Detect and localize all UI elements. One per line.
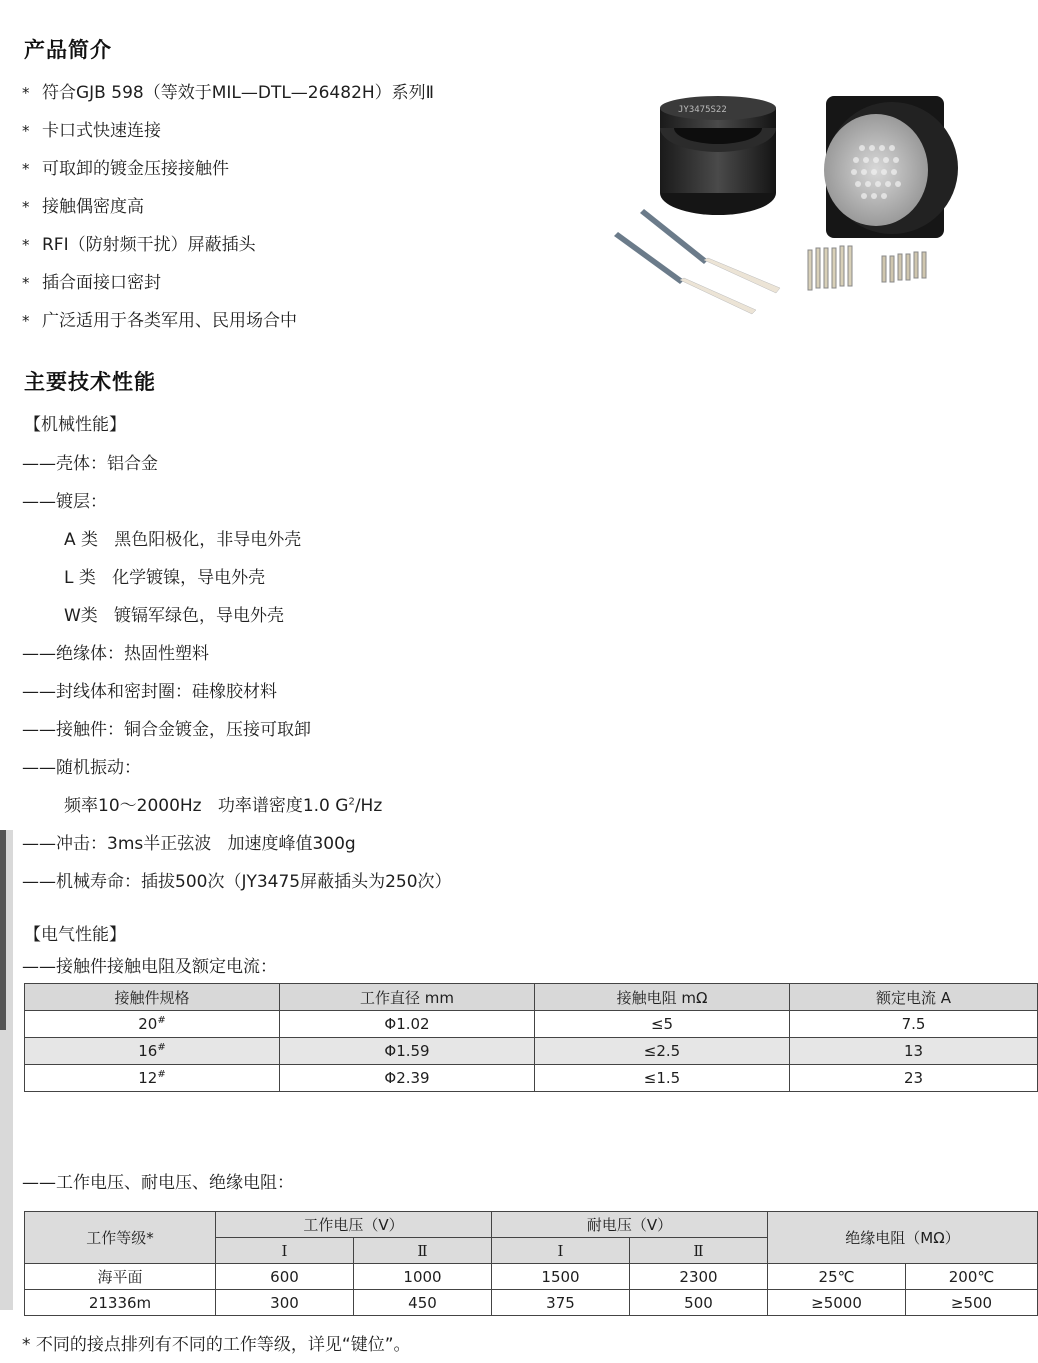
- header-cell: 工作等级*: [25, 1212, 216, 1264]
- intro-bullet: * 广泛适用于各类军用、民用场合中: [22, 311, 297, 331]
- receptacle-body: [824, 96, 958, 238]
- header-cell: 额定电流 A: [790, 984, 1038, 1011]
- table-cell: 25℃: [768, 1264, 906, 1290]
- header-cell: Ⅱ: [630, 1238, 768, 1264]
- table-header-row: [25, 984, 1038, 1011]
- table-row: [25, 1264, 1038, 1290]
- table-cell: 20#: [25, 1011, 280, 1038]
- header-cell: Ⅰ: [216, 1238, 354, 1264]
- header-cell: 耐电压（V）: [492, 1212, 768, 1238]
- table-row: [25, 1065, 1038, 1092]
- table-cell: 300: [216, 1290, 354, 1316]
- elec-heading: 【电气性能】: [24, 925, 126, 945]
- table-cell: 2300: [630, 1264, 768, 1290]
- product-photo: [600, 88, 1000, 328]
- table-cell: Φ2.39: [280, 1065, 535, 1092]
- table-row: [25, 1038, 1038, 1065]
- table-cell: ≤5: [535, 1011, 790, 1038]
- intro-bullet: * RFI（防射频干扰）屏蔽插头: [22, 235, 256, 255]
- header-cell: 工作直径 mm: [280, 984, 535, 1011]
- table-cell: Φ1.59: [280, 1038, 535, 1065]
- table-cell: ≤2.5: [535, 1038, 790, 1065]
- intro-bullet: * 卡口式快速连接: [22, 121, 161, 141]
- table-cell: 1500: [492, 1264, 630, 1290]
- intro-bullet: * 符合GJB 598（等效于MIL—DTL—26482H）系列Ⅱ: [22, 83, 435, 103]
- table-cell: ≥500: [906, 1290, 1038, 1316]
- specs-title: 主要技术性能: [24, 370, 156, 394]
- intro-bullet: * 接触偶密度高: [22, 197, 144, 217]
- contact-resistance-table: [24, 983, 1038, 1092]
- table-cell: 21336m: [25, 1290, 216, 1316]
- table-cell: 海平面: [25, 1264, 216, 1290]
- shock-line: ——冲击：3ms半正弦波 加速度峰值300g: [22, 834, 356, 854]
- intro-bullet: * 插合面接口密封: [22, 273, 161, 293]
- table-cell: 1000: [354, 1264, 492, 1290]
- plug-body: [660, 96, 776, 215]
- shell-line: ——壳体：铝合金: [22, 454, 158, 474]
- header-cell: Ⅰ: [492, 1238, 630, 1264]
- elec-sub-contact-resistance: ——接触件接触电阻及额定电流：: [22, 957, 277, 977]
- table-cell: 600: [216, 1264, 354, 1290]
- table-cell: 450: [354, 1290, 492, 1316]
- plating-a: A 类 黑色阳极化，非导电外壳: [64, 530, 302, 550]
- header-cell: 绝缘电阻（MΩ）: [768, 1212, 1038, 1264]
- table-cell: 200℃: [906, 1264, 1038, 1290]
- insertion-tools: [614, 209, 780, 314]
- insulator-line: ——绝缘体：热固性塑料: [22, 644, 209, 664]
- table-cell: Φ1.02: [280, 1011, 535, 1038]
- table-row: [25, 1011, 1038, 1038]
- vibration-line: ——随机振动：: [22, 758, 141, 778]
- header-cell: 工作电压（V）: [216, 1212, 492, 1238]
- side-tab: [0, 830, 13, 1310]
- table-cell: 7.5: [790, 1011, 1038, 1038]
- table-row: [25, 1290, 1038, 1316]
- footnote: * 不同的接点排列有不同的工作等级，详见“键位”。: [22, 1335, 411, 1355]
- contact-pins: [808, 246, 926, 290]
- plating-w: W类 镀镉军绿色，导电外壳: [64, 606, 285, 626]
- table-header-row: [25, 1212, 1038, 1238]
- table-cell: 16#: [25, 1038, 280, 1065]
- table-cell: 500: [630, 1290, 768, 1316]
- intro-bullet: * 可取卸的镀金压接接触件: [22, 159, 229, 179]
- mech-heading: 【机械性能】: [24, 415, 126, 435]
- life-line: ——机械寿命：插拔500次（JY3475屏蔽插头为250次）: [22, 872, 452, 892]
- voltage-insulation-table: [24, 1211, 1038, 1316]
- table-cell: 13: [790, 1038, 1038, 1065]
- seal-line: ——封线体和密封圈：硅橡胶材料: [22, 682, 277, 702]
- header-cell: 接触件规格: [25, 984, 280, 1011]
- table-cell: 23: [790, 1065, 1038, 1092]
- vibration-detail: 频率10～2000Hz 功率谱密度1.0 $G^2/Hz$: [64, 796, 383, 816]
- intro-title: 产品简介: [24, 38, 112, 62]
- table-cell: 12#: [25, 1065, 280, 1092]
- table-cell: ≥5000: [768, 1290, 906, 1316]
- header-cell: Ⅱ: [354, 1238, 492, 1264]
- plating-l: L 类 化学镀镍，导电外壳: [64, 568, 266, 588]
- contact-line: ——接触件：铜合金镀金，压接可取卸: [22, 720, 311, 740]
- header-cell: 接触电阻 mΩ: [535, 984, 790, 1011]
- table-cell: 375: [492, 1290, 630, 1316]
- table-cell: ≤1.5: [535, 1065, 790, 1092]
- elec-sub-voltage: ——工作电压、耐电压、绝缘电阻：: [22, 1173, 294, 1193]
- plating-line: ——镀层：: [22, 492, 107, 512]
- side-tab-marker: [0, 830, 6, 1030]
- connector-marking: JY3475S22: [678, 105, 727, 115]
